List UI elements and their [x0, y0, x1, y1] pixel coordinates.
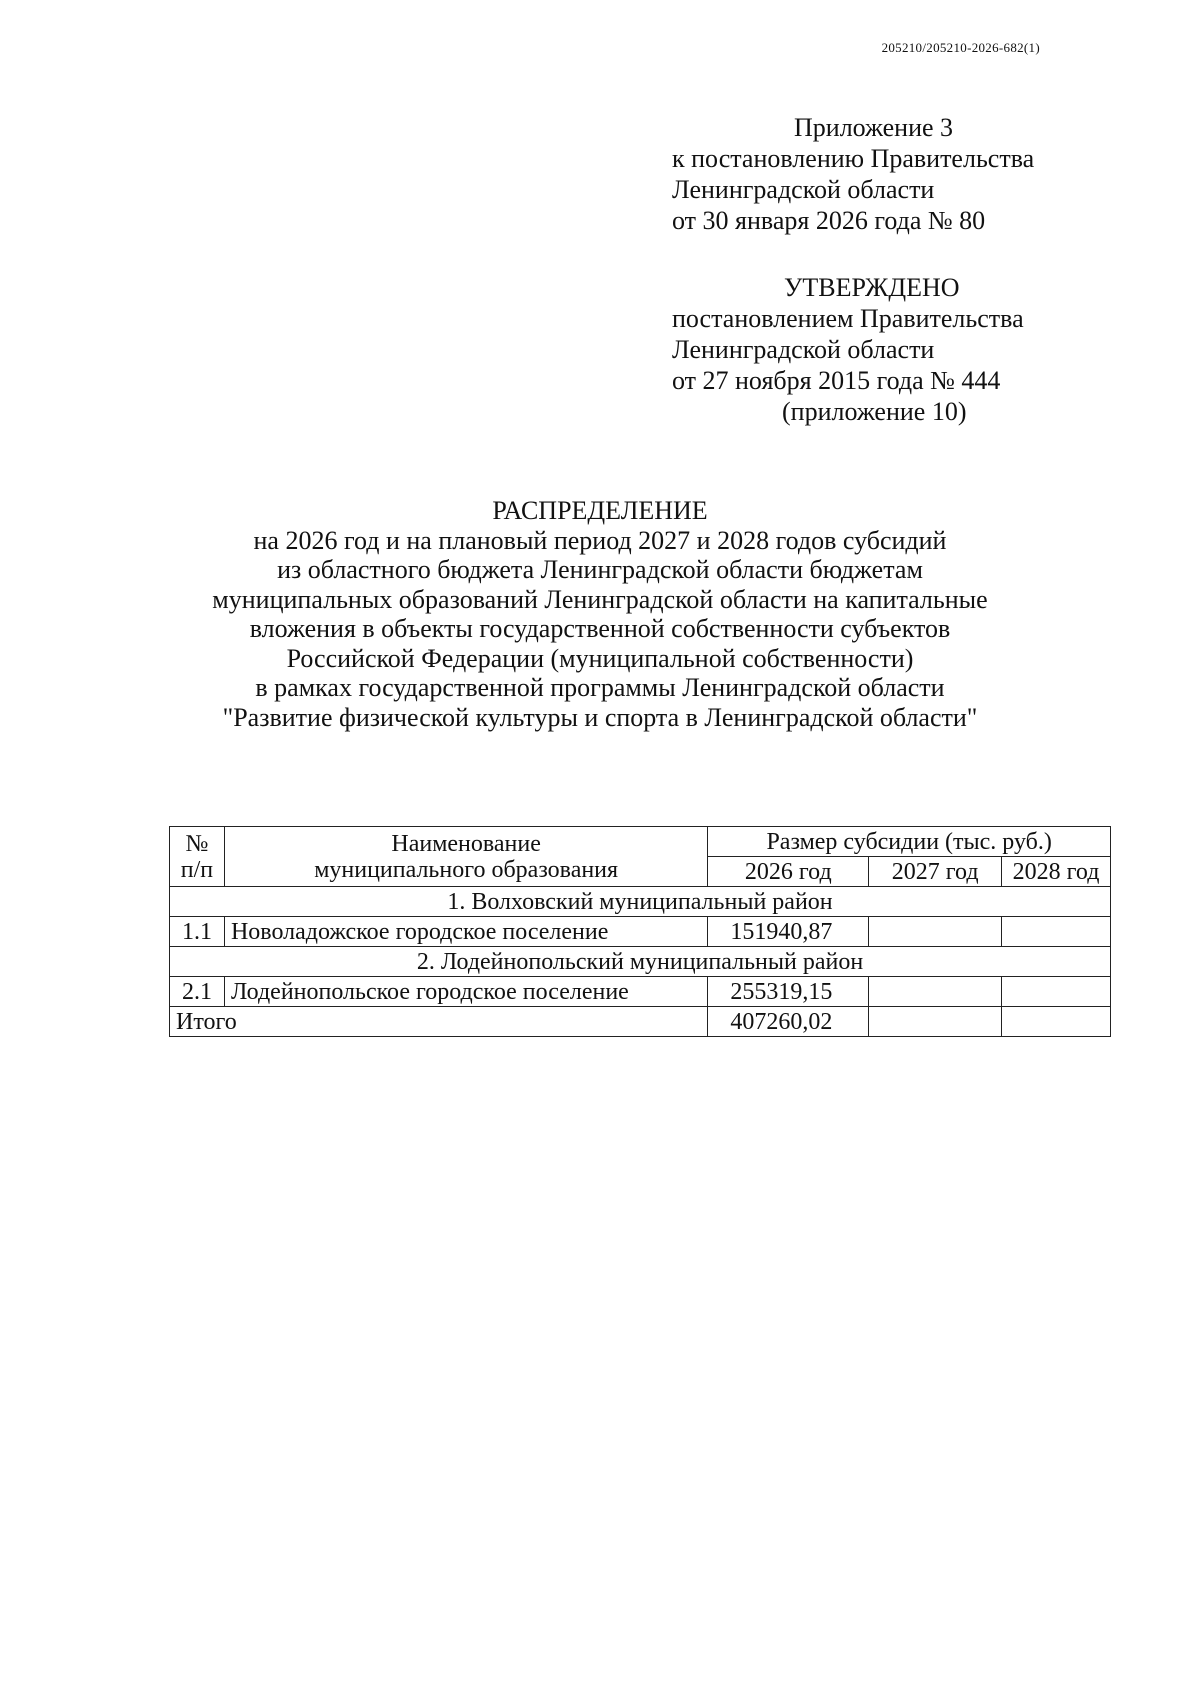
annex-line-2: к постановлению Правительства	[672, 144, 1035, 173]
row-value-2027	[869, 917, 1002, 947]
title-line-7: в рамках государственной программы Ленинградской области	[255, 673, 945, 702]
approved-block	[672, 272, 1024, 427]
row-number: 1.1	[170, 917, 225, 947]
approved-line-5: (приложение 10)	[782, 397, 967, 426]
group-lodeynoye-pole: 2. Лодейнопольский муниципальный район	[170, 947, 1111, 977]
row-municipality: Новоладожское городское поселение	[224, 917, 707, 947]
header-year-2026: 2026 год	[708, 857, 869, 887]
document-title	[100, 496, 1100, 732]
table-header-row	[170, 827, 1111, 857]
title-line-1: РАСПРЕДЕЛЕНИЕ	[492, 496, 708, 525]
annex-line-4: от 30 января 2026 года № 80	[672, 206, 986, 235]
annex-line-3: Ленинградской области	[672, 175, 935, 204]
title-line-4: муниципальных образований Ленинградской области на капитальные	[212, 584, 988, 614]
table-total-row	[170, 1007, 1111, 1037]
approved-line-2: постановлением Правительства	[672, 304, 1024, 333]
header-name-line-1: Наименование	[391, 830, 541, 857]
total-value-2026: 407260,02	[708, 1007, 869, 1037]
row-value-2026: 255319,15	[708, 977, 869, 1007]
approved-line-1: УТВЕРЖДЕНО	[784, 273, 960, 302]
subsidy-table	[169, 826, 1111, 1037]
document-id: 205210/205210-2026-682(1)	[881, 40, 1040, 55]
header-number-line-2: п/п	[180, 856, 214, 883]
title-line-3: из областного бюджета Ленинградской области бюджетам	[277, 555, 923, 584]
header-subsidy-size: Размер субсидии (тыс. руб.)	[708, 827, 1111, 857]
total-value-2028	[1002, 1007, 1111, 1037]
title-line-2: на 2026 год и на плановый период 2027 и 2028 годов субсидий	[253, 525, 947, 555]
title-line-6: Российской Федерации (муниципальной собственности)	[286, 643, 914, 673]
title-line-5: вложения в объекты государственной собственности субъектов	[249, 614, 951, 643]
header-name-line-2: муниципального образования	[314, 856, 619, 883]
title-line-8: "Развитие физической культуры и спорта в Ленинградской области"	[222, 702, 978, 732]
total-label: Итого	[170, 1007, 708, 1037]
approved-line-3: Ленинградской области	[672, 335, 935, 364]
row-value-2028	[1002, 917, 1111, 947]
row-value-2026: 151940,87	[708, 917, 869, 947]
approved-line-4: от 27 ноября 2015 года № 444	[672, 366, 1001, 395]
row-municipality: Лодейнопольское городское поселение	[224, 977, 707, 1007]
total-value-2027	[869, 1007, 1002, 1037]
table-group-row	[170, 947, 1111, 977]
row-number: 2.1	[170, 977, 225, 1007]
row-value-2027	[869, 977, 1002, 1007]
table-group-row	[170, 887, 1111, 917]
group-volkhov: 1. Волховский муниципальный район	[170, 887, 1111, 917]
row-value-2028	[1002, 977, 1111, 1007]
header-year-2027: 2027 год	[869, 857, 1002, 887]
annex-block	[672, 112, 1034, 236]
annex-line-1: Приложение 3	[794, 113, 954, 142]
header-number	[170, 827, 225, 887]
table-row	[170, 977, 1111, 1007]
header-name	[224, 827, 707, 887]
header-year-2028: 2028 год	[1002, 857, 1111, 887]
header-number-line-1: №	[185, 830, 209, 857]
table-row	[170, 917, 1111, 947]
